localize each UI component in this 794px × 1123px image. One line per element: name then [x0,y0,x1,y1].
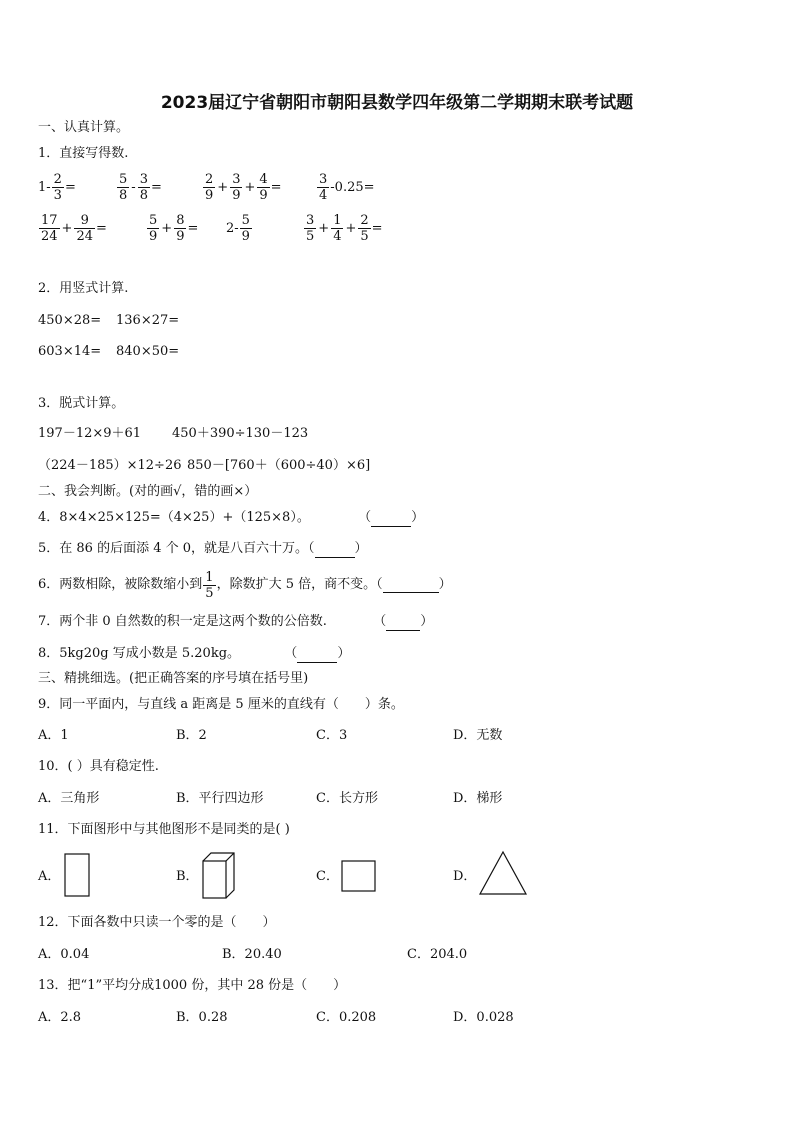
q8-answer-blank[interactable] [297,648,337,663]
denominator: 24 [76,229,93,244]
tall-rectangle-icon [64,853,90,897]
q3-label: 3．脱式计算。 [38,396,125,411]
fraction [147,213,159,244]
expression-suffix: = [371,221,383,236]
fraction [331,213,343,244]
expression-prefix: 2- [226,221,239,236]
cuboid-icon [202,852,236,900]
numerator: 2 [360,213,369,228]
q2-expr-1: 450×28= [38,313,102,328]
q7-paren-close: ） [420,614,434,629]
fraction [240,213,252,244]
q5-paren-close: ） [354,541,368,556]
expression-suffix: -0.25= [330,180,375,195]
operator: + [345,221,357,236]
numerator: 3 [139,172,148,187]
q1-expression [202,172,282,203]
q3-expr-1: 197－12×9＋61 [38,426,142,441]
q10-option-c[interactable]: C．长方形 [316,791,378,806]
operator: + [244,180,256,195]
q11-option-d[interactable]: D． [453,869,477,884]
q10-option-d[interactable]: D．梯形 [453,791,503,806]
q7-paren-open: （ [373,614,387,629]
section2-heading: 二、我会判断。(对的画√，错的画×） [38,484,258,499]
q2-expr-4: 840×50= [116,344,180,359]
q1-expression [116,172,162,203]
q12-option-b[interactable]: B．20.40 [222,947,282,962]
q9-text: 9．同一平面内，与直线 a 距离是 5 厘米的直线有（ ）条。 [38,697,404,712]
q13-option-a[interactable]: A．2.8 [38,1010,82,1025]
q11-option-a[interactable]: A． [38,869,61,884]
fraction [39,213,60,244]
denominator: 9 [205,188,214,203]
fraction [358,213,370,244]
square-icon [341,860,377,893]
q2-expr-2: 136×27= [116,313,180,328]
operator: - [131,180,136,195]
operator: + [61,221,73,236]
q12-text: 12．下面各数中只读一个零的是（ ） [38,915,276,930]
denominator: 4 [333,229,342,244]
expression-suffix: = [150,180,162,195]
q4-answer-blank[interactable] [371,512,411,527]
q10-text: 10．( ）具有稳定性. [38,759,159,774]
denominator: 9 [259,188,268,203]
fraction [52,172,64,203]
q13-text: 13．把“1”平均分成1000 份，其中 28 份是（ ） [38,978,347,993]
numerator: 17 [41,213,58,228]
numerator: 4 [259,172,268,187]
numerator: 3 [306,213,315,228]
q6 [38,568,452,602]
q11-option-c[interactable]: C． [316,869,339,884]
q1-expression [226,213,253,244]
q8-paren-open: （ [284,646,298,661]
q9-option-a[interactable]: A．1 [38,728,69,743]
q11-option-b[interactable]: B． [176,869,199,884]
fraction [74,213,95,244]
section1-heading: 一、认真计算。 [38,120,130,135]
fraction [174,213,186,244]
page-title: 2023届辽宁省朝阳市朝阳县数学四年级第二学期期末联考试题 [160,93,634,113]
operator: + [217,180,229,195]
q13-option-c[interactable]: C．0.208 [316,1010,377,1025]
numerator: 8 [176,213,185,228]
operator: + [161,221,173,236]
fraction [304,213,316,244]
numerator: 3 [319,172,328,187]
denominator: 24 [41,229,58,244]
denominator: 9 [232,188,241,203]
q6-text-pre: 6．两数相除，被除数缩小到 [38,577,203,592]
q1-expression [316,172,375,203]
denominator: 9 [176,229,185,244]
q10-option-a[interactable]: A．三角形 [38,791,100,806]
expression-suffix: = [64,180,76,195]
triangle-icon [478,851,528,896]
fraction [230,172,242,203]
expression-suffix: = [270,180,282,195]
numerator: 5 [149,213,158,228]
expression-suffix: = [96,221,107,236]
denominator: 8 [139,188,148,203]
denominator: 8 [119,188,128,203]
q12-option-a[interactable]: A．0.04 [38,947,90,962]
operator: + [318,221,330,236]
q6-text-post: ，除数扩大 5 倍，商不变。（ [216,577,383,592]
section3-heading: 三、精挑细选。(把正确答案的序号填在括号里) [38,671,309,686]
fraction [203,172,215,203]
q5-answer-blank[interactable] [315,543,355,558]
fraction [138,172,150,203]
denominator: 5 [306,229,315,244]
numerator: 3 [232,172,241,187]
q1-expression [38,172,76,203]
fraction [257,172,269,203]
q8-text: 8．5kg20g 写成小数是 5.20kg。 [38,646,241,661]
q1-label: 1．直接写得数. [38,146,129,161]
denominator: 3 [53,188,62,203]
q2-label: 2．用竖式计算. [38,281,129,296]
q3-expr-4: 850－[760＋（600÷40）×6] [187,458,371,473]
q9-option-b[interactable]: B．2 [176,728,207,743]
q4 [38,509,424,527]
denominator: 9 [241,229,250,244]
q8 [38,645,350,663]
denominator: 9 [149,229,158,244]
q7 [38,613,433,631]
q9-option-c[interactable]: C．3 [316,728,348,743]
numerator: 2 [53,172,62,187]
q4-text: 4．8×4×25×125=（4×25）+（125×8）。 [38,510,310,525]
q4-paren-close: ） [411,510,425,525]
denominator: 5 [360,229,369,244]
q4-paren-open: （ [358,510,372,525]
fraction [117,172,129,203]
q5 [38,540,368,558]
numerator: 2 [205,172,214,187]
q6-fraction: $\frac{1}{5}$ [205,569,214,601]
numerator: 5 [241,213,250,228]
expression-suffix: = [187,221,199,236]
q1-expression [303,213,383,244]
expression-prefix: 1- [38,180,51,195]
denominator: 4 [319,188,328,203]
q3-expr-2: 450＋390÷130－123 [172,426,309,441]
q5-text: 5．在 86 的后面添 4 个 0，就是八百六十万。（ [38,541,315,556]
q13-option-d[interactable]: D．0.028 [453,1010,514,1025]
q9-option-d[interactable]: D．无数 [453,728,503,743]
q7-answer-blank[interactable] [386,616,420,631]
q6-answer-blank[interactable] [383,578,439,593]
numerator: 5 [119,172,128,187]
numerator: 9 [80,213,89,228]
q8-paren-close: ） [337,646,351,661]
q13-option-b[interactable]: B．0.28 [176,1010,228,1025]
numerator: 1 [333,213,342,228]
q2-expr-3: 603×14= [38,344,102,359]
q11-text: 11．下面图形中与其他图形不是同类的是( ) [38,822,290,837]
fraction [317,172,329,203]
q12-option-c[interactable]: C．204.0 [407,947,468,962]
q7-text: 7．两个非 0 自然数的积一定是这两个数的公倍数. [38,614,327,629]
q1-expression [146,213,198,244]
q3-expr-3: （224－185）×12÷26 [38,458,182,473]
q10-option-b[interactable]: B．平行四边形 [176,791,264,806]
q1-expression [38,213,107,244]
q6-paren-close: ） [438,577,452,592]
